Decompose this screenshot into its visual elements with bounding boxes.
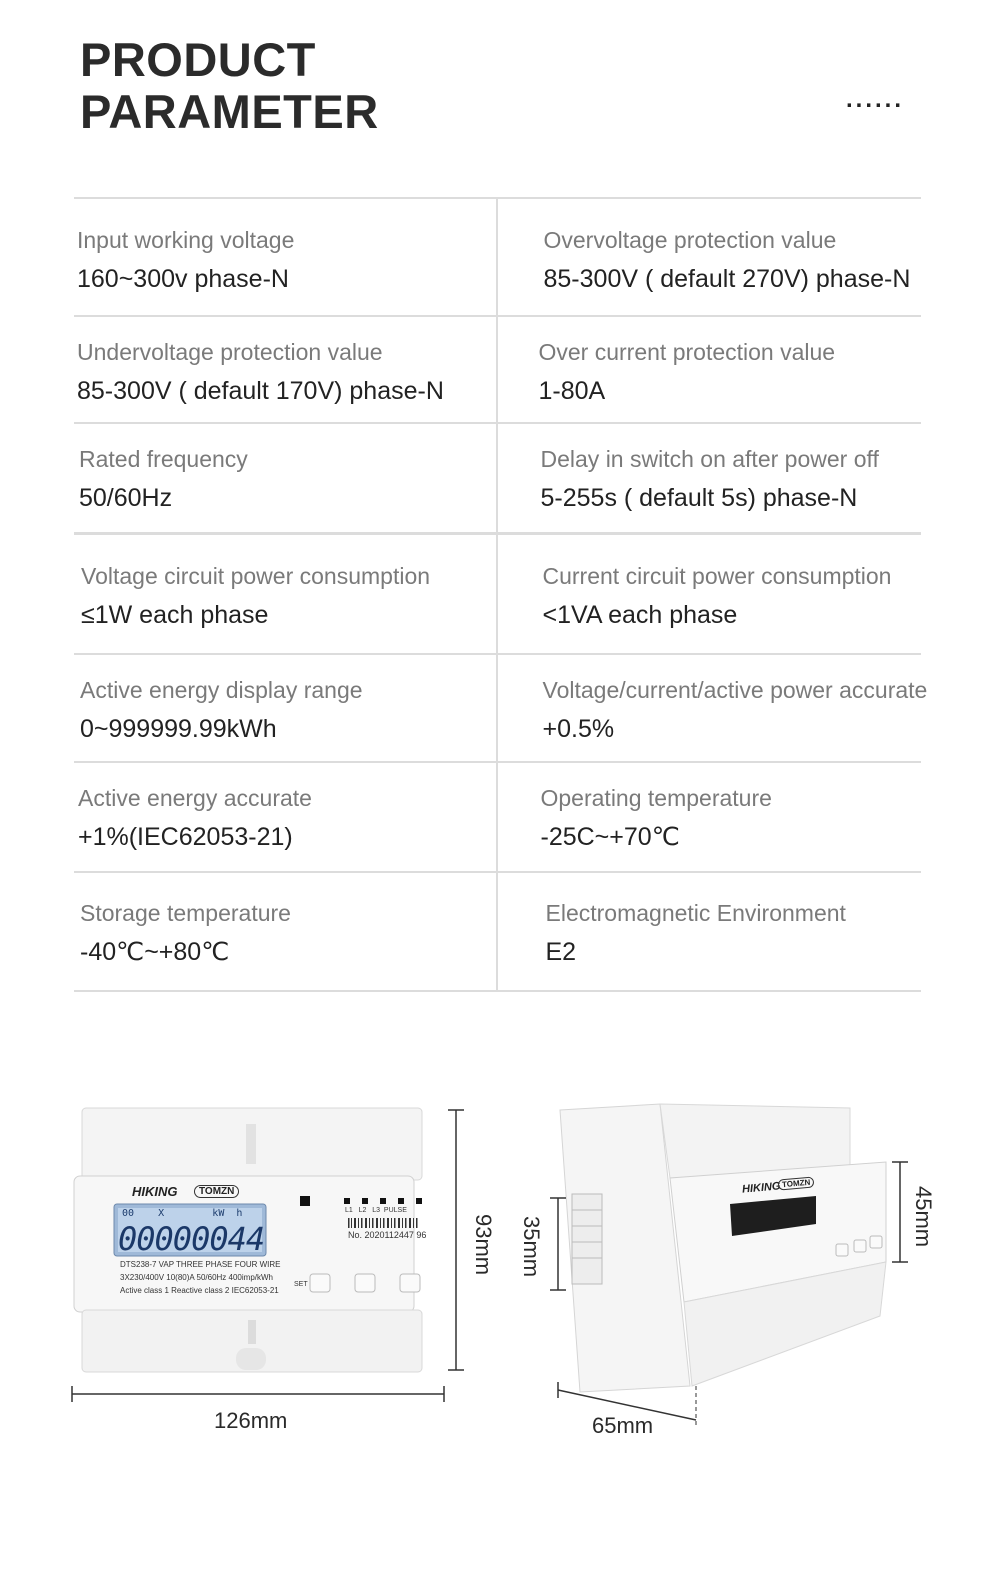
lcd-top-indicators: 00 X kW h [122, 1208, 243, 1219]
title-line-1: PRODUCT [80, 33, 316, 86]
side-height-dimension-label: 35mm [519, 1216, 544, 1278]
model-line-1: DTS238-7 VAP THREE PHASE FOUR WIRE [120, 1260, 281, 1269]
param-cell [74, 655, 498, 761]
param-label: Storage temperature [80, 900, 291, 926]
depth-dimension-label: 65mm [592, 1413, 654, 1438]
table-row [74, 197, 921, 315]
param-label: Rated frequency [79, 446, 248, 472]
param-value: ≤1W each phase [81, 601, 269, 629]
table-row [74, 532, 921, 653]
model-line-3: Active class 1 Reactive class 2 IEC62053-21 [120, 1286, 279, 1295]
param-label: Over current protection value [538, 339, 836, 365]
param-cell [498, 763, 922, 871]
param-value: 1-80A [538, 377, 606, 405]
param-cell [74, 424, 498, 532]
title-line-2: PARAMETER [80, 85, 379, 138]
page-title [80, 34, 379, 138]
param-value: 85-300V ( default 170V) phase-N [77, 377, 444, 405]
param-label: Delay in switch on after power off [540, 446, 879, 472]
param-label: Undervoltage protection value [77, 339, 383, 365]
param-value: 0~999999.99kWh [80, 715, 277, 743]
height-dimension-label: 93mm [471, 1214, 496, 1276]
param-label: Current circuit power consumption [542, 563, 892, 589]
table-row [74, 653, 928, 761]
param-cell [498, 873, 922, 990]
decorative-dots: ...... [846, 86, 905, 113]
param-cell [74, 199, 498, 315]
table-row [74, 871, 921, 992]
table-row [74, 422, 921, 532]
lcd-reading: 00000044 [118, 1220, 265, 1258]
front-height-dimension-label: 45mm [911, 1186, 936, 1248]
param-cell [74, 535, 498, 653]
phase-indicators: L1 L2 L3 PULSE [345, 1207, 407, 1214]
side-view-drawing [520, 1090, 960, 1440]
param-value: +0.5% [542, 715, 615, 743]
param-value: E2 [545, 938, 577, 966]
param-cell [74, 873, 498, 990]
side-brand: HIKING [741, 1180, 781, 1196]
param-label: Electromagnetic Environment [545, 900, 846, 926]
side-logo: TOMZN [778, 1176, 815, 1190]
param-cell [74, 763, 498, 871]
param-value: -25C~+70℃ [540, 823, 680, 851]
serial-number: No. 2020112447 96 [348, 1230, 427, 1240]
set-label: SET [294, 1281, 308, 1288]
model-line-2: 3X230/400V 10(80)A 50/60Hz 400imp/kWh [120, 1273, 273, 1282]
param-value: 50/60Hz [79, 484, 173, 512]
param-value: <1VA each phase [542, 601, 738, 629]
table-row [74, 761, 921, 871]
param-cell [498, 424, 922, 532]
param-value: 5-255s ( default 5s) phase-N [540, 484, 858, 512]
param-value: -40℃~+80℃ [80, 938, 230, 966]
param-label: Input working voltage [77, 227, 295, 253]
param-value: +1%(IEC62053-21) [78, 823, 293, 851]
param-label: Operating temperature [540, 785, 772, 811]
front-logo: TOMZN [194, 1185, 239, 1198]
width-dimension-label: 126mm [214, 1408, 288, 1433]
param-value: 160~300v phase-N [77, 265, 289, 293]
param-cell [498, 199, 922, 315]
front-brand: HIKING [132, 1184, 178, 1199]
param-cell [498, 317, 922, 422]
param-value: 85-300V ( default 270V) phase-N [543, 265, 911, 293]
param-label: Overvoltage protection value [543, 227, 837, 253]
parameter-table [74, 197, 928, 992]
param-label: Voltage/current/active power accurate [542, 677, 928, 703]
param-label: Active energy display range [80, 677, 363, 703]
param-cell [74, 317, 498, 422]
param-label: Active energy accurate [78, 785, 312, 811]
param-cell [498, 535, 922, 653]
param-cell [498, 655, 928, 761]
param-label: Voltage circuit power consumption [81, 563, 431, 589]
table-row [74, 315, 921, 422]
